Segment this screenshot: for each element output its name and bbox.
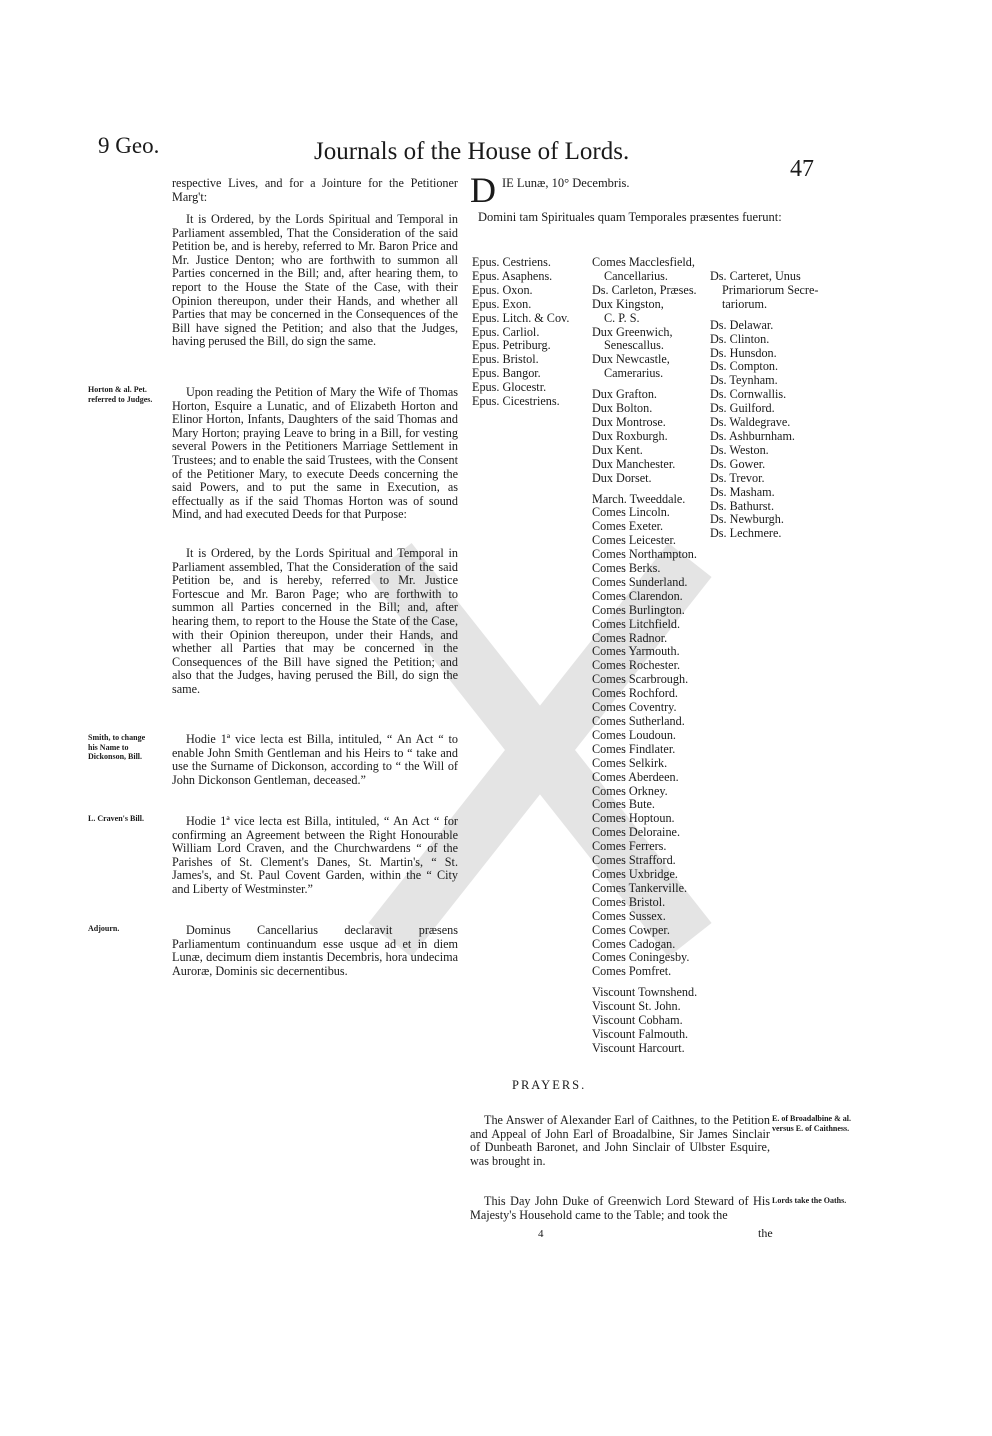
smith-bill-paragraph: Hodie 1ª vice lecta est Billa, intituled, “ An Act “ to enable John Smith Gentleman and his Heirs to “ take and use the Surname of Dickonson, according to “ the Will of John Dickonson Gentleman, deceased.” [172,732,458,787]
list-item: Comes Macclesfield, [592,255,695,269]
list-item: Comes Exeter. [592,519,664,534]
list-item: Comes Litchfield. [592,616,681,631]
list-item: Ds. Masham. [710,484,775,499]
list-item: Comes Selkirk. [592,755,668,770]
list-item: Senescallus. [604,338,664,353]
list-item: C. P. S. [604,310,640,325]
list-item: Epus. Carliol. [472,324,540,339]
list-item: Epus. Asaphens. [472,268,553,283]
list-item: Comes Bute. [592,797,655,812]
margin-note-caithness: E. of Broadalbine & al. versus E. of Caithness. [772,1114,851,1133]
list-item: Epus. Bangor. [472,366,541,381]
margin-note-smith: Smith, to change his Name to Dickonson, Bill. [88,733,146,761]
list-item: Ds. Hunsdon. [710,345,777,360]
list-item: Comes Rochford. [592,686,678,701]
list-item: Ds. Delawar. [710,317,774,332]
list-item: Comes Findlater. [592,741,676,756]
list-item: Comes Coventry. [592,700,677,715]
list-item: tariorum. [722,296,768,311]
caithness-answer-paragraph: The Answer of Alexander Earl of Caithnes, to the Petition and Appeal of John Earl of Broadalbine, Sir James Sinclair of Dunbeath Baronet, and John Sinclair of Ulbster Esquire, was brought in. [470,1113,770,1168]
list-item: Comes Cadogan. [592,936,676,951]
list-item: Ds. Carleton, Præses. [592,282,697,297]
list-item: Ds. Trevor. [710,470,765,485]
order-paragraph-1: It is Ordered, by the Lords Spiritual and Temporal in Parliament assembled, That the Consideration of the said Petition be, and is hereby, referred to Mr. Baron Price and Mr. Justice Denton; who are forthwith to summon all Parties concerned in the Bill; and, after hearing them, to report to the House the State of the Case, with their Opinion thereupon, under their Hands, and whether all Parties that may be concerned in the Consequences of the Bill have signed the Petition; and also that the Judges, having perused the Bill, do sign the same. [172,212,458,349]
list-item: Dux Kent. [592,442,643,457]
list-item: Comes Scarbrough. [592,672,689,687]
craven-bill-paragraph: Hodie 1ª vice lecta est Billa, intituled, “ An Act “ for confirming an Agreement between the Right Honourable William Lord Craven, and the Churchwardens “ of the Parishes of St. Clement's Danes, St. Martin's, “ St. James's, and St. Paul Covent Garden, within the “ City and Liberty of Westminster.” [172,814,458,896]
list-item: Comes Lincoln. [592,505,670,520]
list-item: Viscount Falmouth. [592,1026,689,1041]
bishops-list [472,256,569,409]
list-item: Dux Dorset. [592,470,652,485]
list-item: Comes Strafford. [592,853,676,868]
list-item: Camerarius. [604,366,664,381]
list-item: March. Tweeddale. [592,491,686,506]
list-item: Dux Newcastle, [592,352,670,367]
margin-note-oaths: Lords take the Oaths. [772,1196,847,1205]
list-item: Viscount Townshend. [592,985,698,1000]
list-item: Epus. Cicestriens. [472,394,560,409]
list-item: Comes Radnor. [592,630,668,645]
list-item: Viscount Harcourt. [592,1040,685,1055]
list-item: Dux Manchester. [592,456,676,471]
list-item: Ds. Bathurst. [710,498,774,513]
signature-mark: 4 [538,1228,544,1240]
list-item: Ds. Guilford. [710,401,775,416]
intro-paragraph: respective Lives, and for a Jointure for the Petitioner Marg't: [172,176,458,204]
list-item: Epus. Petriburg. [472,338,551,353]
list-item: Comes Clarendon. [592,588,683,603]
margin-note-craven: L. Craven's Bill. [88,814,145,823]
list-item: Ds. Newburgh. [710,512,784,527]
list-item: Comes Berks. [592,561,661,576]
list-item: Ds. Lechmere. [710,526,782,541]
list-item: Dux Grafton. [592,387,657,402]
page-number: 47 [790,156,814,182]
list-item: Ds. Clinton. [710,331,770,346]
margin-note-horton: Horton & al. Pet. referred to Judges. [88,385,153,404]
drop-cap: D [470,170,496,210]
list-item: Comes Sunderland. [592,574,688,589]
running-head-left: 9 Geo. [98,133,160,158]
list-item: Epus. Cestriens. [472,255,551,269]
running-head-title: Journals of the House of Lords. [314,138,630,165]
present-heading: Domini tam Spirituales quam Temporales præsentes fuerunt: [478,210,782,224]
list-item: Viscount St. John. [592,999,681,1014]
list-item: Cancellarius. [604,268,668,283]
list-item: Comes Hoptoun. [592,811,675,826]
list-item: Comes Rochester. [592,658,681,673]
list-item: Comes Aberdeen. [592,769,679,784]
list-item: Comes Sutherland. [592,714,685,728]
list-item: Ds. Compton. [710,359,779,374]
list-item: Comes Tankerville. [592,880,688,895]
list-item: Ds. Ashburnham. [710,428,795,443]
list-item: Epus. Glocestr. [472,380,547,395]
list-item: Ds. Weston. [710,442,769,457]
adjourn-paragraph: Dominus Cancellarius declaravit præsens Parliamentum continuandum esse usque ad et in diem Lunæ, decimum diem instantis Decembris, hora undecima Auroræ, Dominis sic decernentibus. [172,923,458,978]
list-item: Ds. Gower. [710,456,766,471]
list-item: Comes Uxbridge. [592,866,678,881]
list-item: Comes Pomfret. [592,964,672,979]
list-item: Comes Deloraine. [592,825,680,840]
list-item: Comes Northampton. [592,547,697,562]
list-item: Ds. Carteret, Unus [710,269,801,283]
list-item: Ds. Waldegrave. [710,415,791,430]
list-item: Dux Kingston, [592,296,664,311]
prayers-heading: PRAYERS. [512,1078,587,1092]
list-item: Comes Sussex. [592,908,666,923]
list-item: Comes Leicester. [592,533,676,548]
list-item: Ds. Cornwallis. [710,387,787,402]
list-item: Comes Coningesby. [592,950,690,965]
list-item: Viscount Cobham. [592,1013,683,1028]
barons-list [710,270,818,541]
list-item: Epus. Bristol. [472,352,539,367]
list-item: Comes Cowper. [592,922,670,937]
session-date: IE Lunæ, 10° Decembris. [502,176,630,190]
list-item: Comes Burlington. [592,602,685,617]
list-item: Dux Greenwich, [592,324,673,339]
list-item: Comes Yarmouth. [592,644,680,659]
list-item: Dux Roxburgh. [592,428,668,443]
margin-note-adjourn: Adjourn. [88,924,120,933]
list-item: Comes Loudoun. [592,727,676,742]
horton-petition-paragraph: Upon reading the Petition of Mary the Wife of Thomas Horton, Esquire a Lunatic, and of Elizabeth Horton and Elinor Horton, Infants, Daughters of the said Thomas and Mary Horton; praying Leave to bring in a Bill, for vesting several Powers in the Petitioners Marriage Settlement in Trustees; and to enable the said Trustees, with the Consent of the Petitioner Mary, to execute Deeds concerning the said Powers, and to put the same in Execution, as effectually as if the said Thomas Horton was of sound Mind, and had executed Deeds for that Purpose: [172,385,458,522]
catchword: the [758,1226,773,1240]
list-item: Dux Montrose. [592,414,666,429]
list-item: Comes Orkney. [592,783,668,798]
list-item: Ds. Teynham. [710,373,778,388]
list-item: Dux Bolton. [592,401,653,416]
order-paragraph-2: It is Ordered, by the Lords Spiritual and Temporal in Parliament assembled, That the Consideration of the said Petition be, and is hereby, referred to Mr. Justice Fortescue and Mr. Baron Page; who are forthwith to summon all Parties concerned in the Bill; and, after hearing them, to report to the House the State of the Case, with their Opinion thereupon, under their Hands, and whether all Parties that may be concerned in the Consequences of the Bill have signed the Petition; and also that the Judges, having perused the Bill, do sign the same. [172,546,458,696]
temporal-lords-list [592,256,697,1056]
list-item: Epus. Oxon. [472,282,533,297]
greenwich-oath-paragraph: This Day John Duke of Greenwich Lord Steward of His Majesty's Household came to the Table; and took the [470,1194,770,1222]
list-item: Epus. Exon. [472,296,532,311]
list-item: Comes Bristol. [592,894,666,909]
list-item: Comes Ferrers. [592,839,667,854]
list-item: Epus. Litch. & Cov. [472,310,570,325]
list-item: Primariorum Secre- [722,282,819,297]
